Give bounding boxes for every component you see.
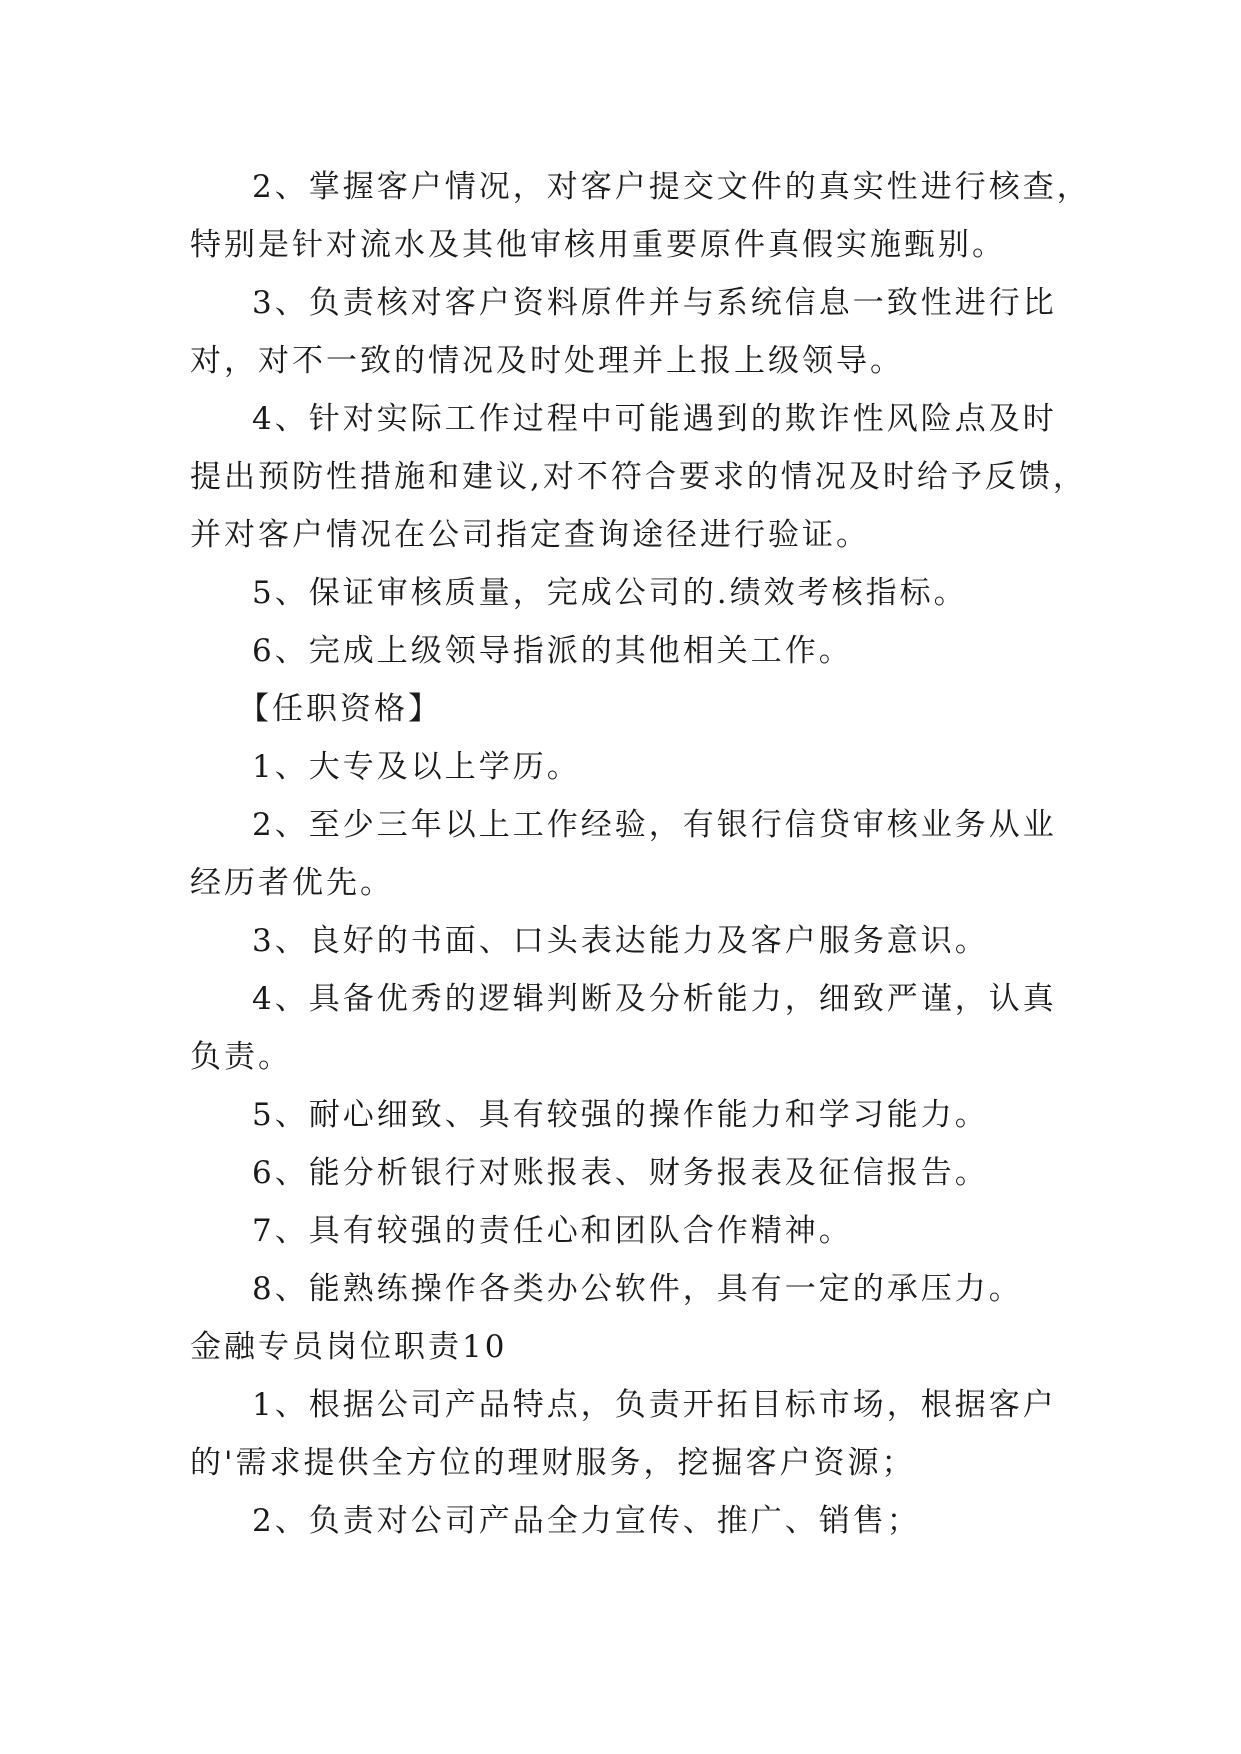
paragraph-line: 4、具备优秀的逻辑判断及分析能力，细致严谨，认真 xyxy=(252,981,1057,1017)
paragraph-line: 特别是针对流水及其他审核用重要原件真假实施甄别。 xyxy=(190,227,1006,263)
paragraph-line: 6、能分析银行对账报表、财务报表及征信报告。 xyxy=(252,1155,989,1191)
paragraph-line: 1、大专及以上学历。 xyxy=(252,749,581,785)
paragraph-line: 6、完成上级领导指派的其他相关工作。 xyxy=(252,633,853,669)
paragraph-line: 提出预防性措施和建议,对不符合要求的情况及时给予反馈， xyxy=(190,459,1087,495)
paragraph-line: 5、保证审核质量，完成公司的.绩效考核指标。 xyxy=(252,575,968,611)
paragraph-line: 1、根据公司产品特点，负责开拓目标市场，根据客户 xyxy=(252,1387,1057,1423)
paragraph-line: 并对客户情况在公司指定查询途径进行验证。 xyxy=(190,517,870,553)
paragraph-line: 2、至少三年以上工作经验，有银行信贷审核业务从业 xyxy=(252,807,1057,843)
paragraph-line: 7、具有较强的责任心和团队合作精神。 xyxy=(252,1213,853,1249)
paragraph-line: 2、掌握客户情况，对客户提交文件的真实性进行核查， xyxy=(252,169,1091,205)
section-heading: 【任职资格】 xyxy=(238,691,442,727)
paragraph-line: 5、耐心细致、具有较强的操作能力和学习能力。 xyxy=(252,1097,989,1133)
document-subtitle: 金融专员岗位职责10 xyxy=(190,1329,508,1365)
paragraph-line: 2、负责对公司产品全力宣传、推广、销售； xyxy=(252,1503,921,1539)
paragraph-line: 的'需求提供全方位的理财服务，挖掘客户资源； xyxy=(190,1445,916,1481)
document-body xyxy=(190,158,1091,1550)
paragraph-line: 4、针对实际工作过程中可能遇到的欺诈性风险点及时 xyxy=(252,401,1057,437)
paragraph-line: 负责。 xyxy=(190,1039,292,1075)
paragraph-line: 对，对不一致的情况及时处理并上报上级领导。 xyxy=(190,343,904,379)
paragraph-line: 3、良好的书面、口头表达能力及客户服务意识。 xyxy=(252,923,989,959)
paragraph-line: 3、负责核对客户资料原件并与系统信息一致性进行比 xyxy=(252,285,1057,321)
paragraph-line: 8、能熟练操作各类办公软件，具有一定的承压力。 xyxy=(252,1271,1023,1307)
paragraph-line: 经历者优先。 xyxy=(190,865,394,901)
